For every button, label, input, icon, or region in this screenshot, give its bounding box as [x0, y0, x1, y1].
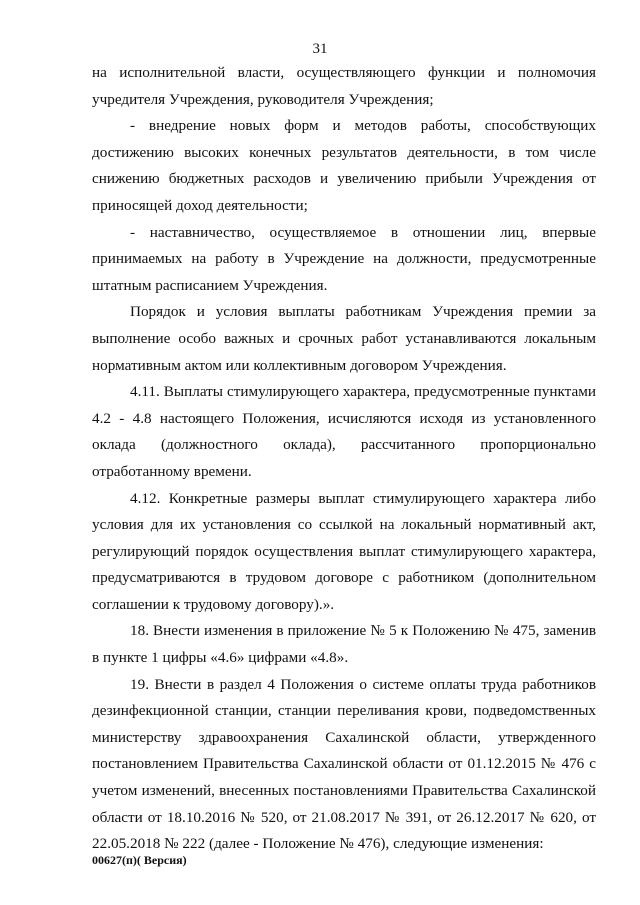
- page-number: 31: [312, 41, 328, 57]
- paragraph-item-19: 19. Внести в раздел 4 Положения о системе оплаты труда работников дезинфекционной станции, станции переливания крови, подведомственных министерству здравоохранения Сахалинской области, утвержденного постановлением Правительства Сахалинской области от 01.12.2015 № 476 с учетом изменений, внесенных постановлениями Правительства Сахалинской области от 18.10.2016 № 520, от 21.08.2017 № 391, от 26.12.2017 № 620, от 22.05.2018 № 222 (далее - Положение № 476), следующие изменения:: [92, 675, 596, 853]
- paragraph-mentoring-item: - наставничество, осуществляемое в отношении лиц, впервые принимаемых на работу в Учреждение на должности, предусмотренные штатным расписанием Учреждения.: [92, 223, 596, 294]
- paragraph-clause-4-11: 4.11. Выплаты стимулирующего характера, предусмотренные пунктами 4.2 - 4.8 настоящего Положения, исчисляются исходя из установленного оклада (должностного оклада), рассчитанного пропорционально отработанному времени.: [92, 383, 596, 480]
- paragraph-bonus-procedure: Порядок и условия выплаты работникам Учреждения премии за выполнение особо важных и срочных работ устанавливаются локальным нормативным актом или коллективным договором Учреждения.: [92, 303, 596, 374]
- paragraph-item-18: 18. Внести изменения в приложение № 5 к Положению № 475, заменив в пункте 1 цифры «4.6» цифрами «4.8».: [92, 622, 596, 667]
- document-body: [92, 60, 596, 858]
- paragraph-clause-4-12: 4.12. Конкретные размеры выплат стимулирующего характера либо условия для их установления со ссылкой на локальный нормативный акт, регулирующий порядок осуществления выплат стимулирующего характера, предусматриваются в трудовом договоре с работником (дополнительном соглашении к трудовому договору).».: [92, 489, 596, 613]
- paragraph-continuation: на исполнительной власти, осуществляющего функции и полномочия учредителя Учреждения, руководителя Учреждения;: [92, 64, 596, 108]
- document-code: 00627(п)( Версия): [92, 853, 187, 867]
- paragraph-innovation-item: - внедрение новых форм и методов работы, способствующих достижению высоких конечных результатов деятельности, в том числе снижению бюджетных расходов и увеличению прибыли Учреждения от приносящей доход деятельности;: [92, 117, 596, 214]
